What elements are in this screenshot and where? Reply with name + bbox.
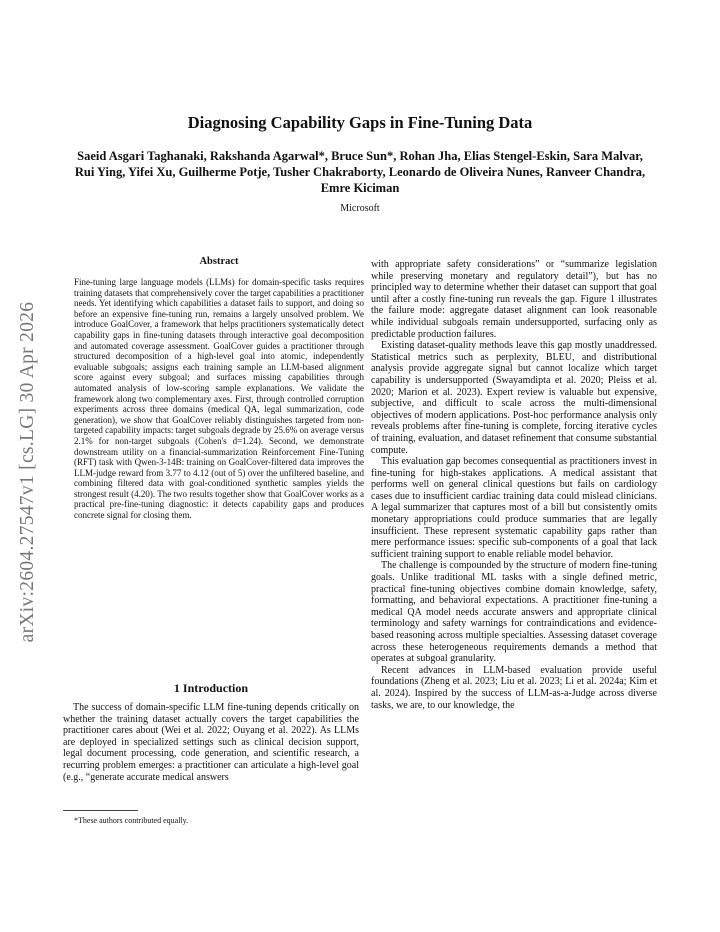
abstract-heading: Abstract bbox=[199, 256, 239, 267]
body-paragraph: Recent advances in LLM-based evaluation provide useful foundations (Zheng et al. 2023; Liu et al. 2023; Li et al. 2024a; Kim et al. 2024). Inspired by the success of LLM-as-a-Judge across diverse tasks, we are, to our knowledge, the bbox=[371, 664, 657, 711]
affiliation: Microsoft bbox=[340, 203, 380, 214]
section-heading-introduction: 1 Introduction bbox=[173, 681, 249, 695]
abstract-body bbox=[74, 277, 364, 521]
right-column bbox=[371, 259, 657, 711]
introduction-paragraph: The success of domain-specific LLM fine-tuning depends critically on whether the training dataset actually covers the target capabilities the practitioner cares about (Wei et al. 2022; Ouyang et al. 2022). As LLMs are deployed in specialized settings such as clinical decision support, legal document processing, code generation, and scientific research, a recurring problem emerges: a practitioner can articulate a high-level goal (e.g., “generate accurate medical answers bbox=[63, 702, 359, 783]
body-paragraph: with appropriate safety considerations” or “summarize legislation while preserving monetary and regulatory detail”), but has no principled way to determine whether their dataset can support that goal until after a costly fine-tuning run reveals the gap. Figure 1 illustrates the failure mode: aggregate dataset alignment can look reasonable while individual subgoals remain undersupported, surfacing only as predictable production failures. bbox=[371, 259, 657, 340]
arxiv-sidebar-stamp bbox=[8, 262, 48, 682]
body-paragraph: Existing dataset-quality methods leave this gap mostly unaddressed. Statistical metrics such as perplexity, BLEU, and distributional analysis provide aggregate signal but cannot localize which target capability is undersupported (Swayamdipta et al. 2020; Pleiss et al. 2020; Marion et al. 2023). Expert review is valuable but expensive, subjective, and difficult to scale across the multi-dimensional objectives of modern applications. Post-hoc performance analysis only reveals problems after fine-tuning is complete, forcing iterative cycles of training, evaluation, and dataset refinement that consume substantial compute. bbox=[371, 340, 657, 456]
introduction-body bbox=[63, 702, 359, 783]
footnote-rule bbox=[63, 810, 138, 811]
body-paragraph: The challenge is compounded by the structure of modern fine-tuning goals. Unlike traditional ML tasks with a single defined metric, practical fine-tuning objectives combine domain knowledge, safety, formatting, and behavioral expectations. A practitioner fine-tuning a medical QA model needs accurate answers and appropriate clinical terminology and safety warnings for contraindications and evidence-based reasoning across multiple specialties. Assessing dataset coverage across these heterogeneous requirements demands a method that operates at subgoal granularity. bbox=[371, 560, 657, 665]
author-list: Saeid Asgari Taghanaki, Rakshanda Agarwal*, Bruce Sun*, Rohan Jha, Elias Stengel-Eskin, Sara Malvar, Rui Ying, Yifei Xu, Guilherme Potje, Tusher Chakraborty, Leonardo de Oliveira Nunes, Ranveer Chandra, Emre Kiciman bbox=[74, 149, 646, 195]
arxiv-id: arXiv:2604.27547v1 [cs.LG] 30 Apr 2026 bbox=[17, 301, 38, 643]
body-paragraph: This evaluation gap becomes consequential as practitioners invest in fine-tuning for high-stakes applications. A medical assistant that performs well on general clinical questions but fails on cardiology cases due to insufficient cardiac training data could mislead clinicians. A legal summarizer that captures most of a bill but consistently omits monetary appropriations could produce summaries that are legally insufficient. These represent systematic capability gaps rather than mere performance issues: specific sub-components of a goal that lack sufficient training support to enable reliable model behavior. bbox=[371, 456, 657, 560]
paper-title: Diagnosing Capability Gaps in Fine-Tuning Data bbox=[187, 113, 533, 132]
abstract-text: Fine-tuning large language models (LLMs) for domain-specific tasks requires training datasets that comprehensively cover the target capabilities a practitioner needs. Yet identifying which capabilities a dataset fails to support, and doing so before an expensive fine-tuning run, remains a largely unsolved problem. We introduce GoalCover, a framework that helps practitioners systematically detect capability gaps in fine-tuning datasets through interactive goal decomposition and automated coverage assessment. GoalCover guides a practitioner through structured decomposition of a high-level goal into atomic, independently evaluable subgoals; assigns each training sample an LLM-based alignment score against every subgoal; and surfaces missing capabilities through automated analysis of low-scoring sample explanations. We validate the framework along two complementary axes. First, through controlled corruption experiments across three domains (medical QA, legal summarization, code generation), we show that GoalCover reliably distinguishes targeted from non-targeted capability impacts: target subgoals degrade by 25.6% on average versus 2.1% for non-target subgoals (Cohen's d=1.24). Second, we demonstrate downstream utility on a financial-summarization Reinforcement Fine-Tuning (RFT) task with Qwen-3-14B: training on GoalCover-filtered data improves the LLM-judge reward from 3.77 to 4.12 (out of 5) over the unfiltered baseline, and combining filtered data with goal-conditioned synthetic samples yields the strongest result (4.20). The two results together show that GoalCover works as a practical pre-fine-tuning diagnostic: it detects capability gaps and produces concrete signal for closing them. bbox=[74, 277, 364, 521]
footnote: *These authors contributed equally. bbox=[74, 816, 189, 825]
